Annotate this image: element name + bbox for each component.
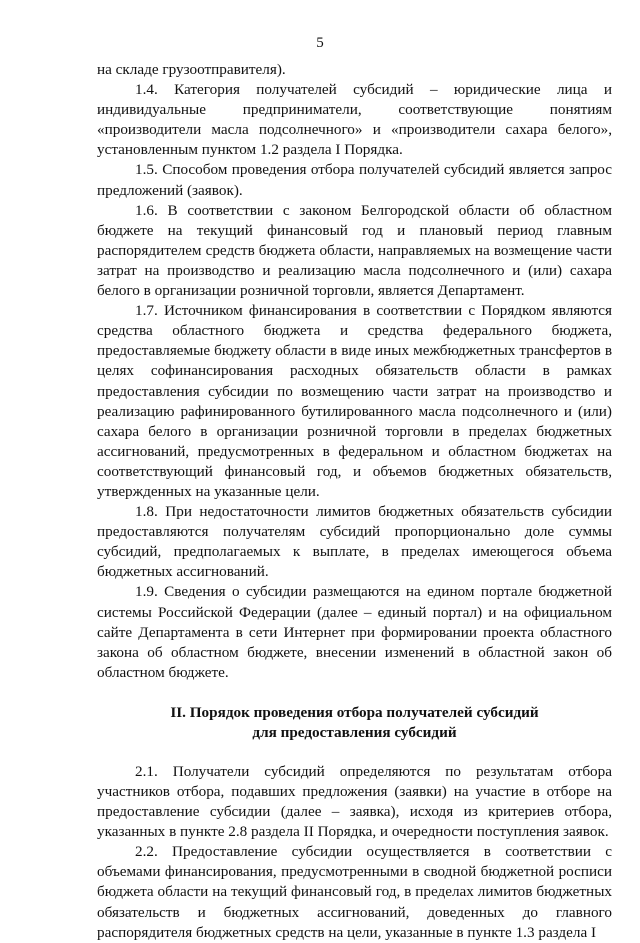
paragraph-1-4: 1.4. Категория получателей субсидий – юридические лица и индивидуальные предприниматели, соответствующие понятиям «производители масла подсолнечного» и «производители сахара белого», установленным пунктом 1.2 раздела I Порядка. <box>97 81 612 159</box>
paragraph-1-5: 1.5. Способом проведения отбора получателей субсидий является запрос предложений (заявок). <box>97 161 612 199</box>
section-2-heading-line-1: II. Порядок проведения отбора получателей субсидий <box>170 703 539 721</box>
paragraph-1-7: 1.7. Источником финансирования в соответствии с Порядком являются средства областного бюджета и средства федерального бюджета, предоставляемые бюджету области в виде иных межбюджетных трансфертов в целях софинансирования расходных обязательств области в рамках предоставления субсидии по возмещению части затрат на производство и реализацию рафинированного бутилированного масла подсолнечного и (или) сахара белого в организации розничной торговли в пределах бюджетных ассигнований, предусмотренных в федеральном и областном бюджетах на соответствующий финансовый год, и объемов бюджетных обязательств, утвержденных на указанные цели. <box>97 302 612 500</box>
paragraph-continuation: на складе грузоотправителя). <box>97 61 286 78</box>
document-body <box>97 60 612 943</box>
paragraph-1-9: 1.9. Сведения о субсидии размещаются на едином портале бюджетной системы Российской Федерации (далее – единый портал) и на официальном сайте Департамента в сети Интернет при формировании проекта областного закона об областном бюджете, внесении изменений в областной закон об областном бюджете. <box>97 583 612 681</box>
section-2-heading <box>97 703 612 744</box>
paragraph-2-1: 2.1. Получатели субсидий определяются по результатам отбора участников отбора, подавших предложения (заявки) на участие в отборе на предоставление субсидии (далее – заявка), исходя из критериев отбора, указанных в пункте 2.8 раздела II Порядка, и очередности поступления заявок. <box>97 762 612 841</box>
paragraph-2-2: 2.2. Предоставление субсидии осуществляется в соответствии с объемами финансирования, предусмотренными в сводной бюджетной росписи бюджета области на текущий финансовый год, в пределах лимитов бюджетных обязательств и бюджетных ассигнований, доведенных до главного распорядителя бюджетных средств на цели, указанные в пункте 1.3 раздела I <box>97 843 612 941</box>
paragraph-1-6: 1.6. В соответствии с законом Белгородской области об областном бюджете на текущий финансовый год и плановый период главным распорядителем средств бюджета области, направляемых на возмещение части затрат на производство и реализацию масла подсолнечного и (или) сахара белого в организации розничной торговли, является Департамент. <box>97 201 612 300</box>
paragraph-1-8: 1.8. При недостаточности лимитов бюджетных обязательств субсидии предоставляются получателям субсидий пропорционально доле суммы субсидий, предполагаемых к выплате, в пределах имеющегося объема бюджетных ассигнований. <box>97 503 612 581</box>
page-number: 5 <box>316 35 324 51</box>
section-2-heading-line-2: для предоставления субсидий <box>252 724 457 742</box>
